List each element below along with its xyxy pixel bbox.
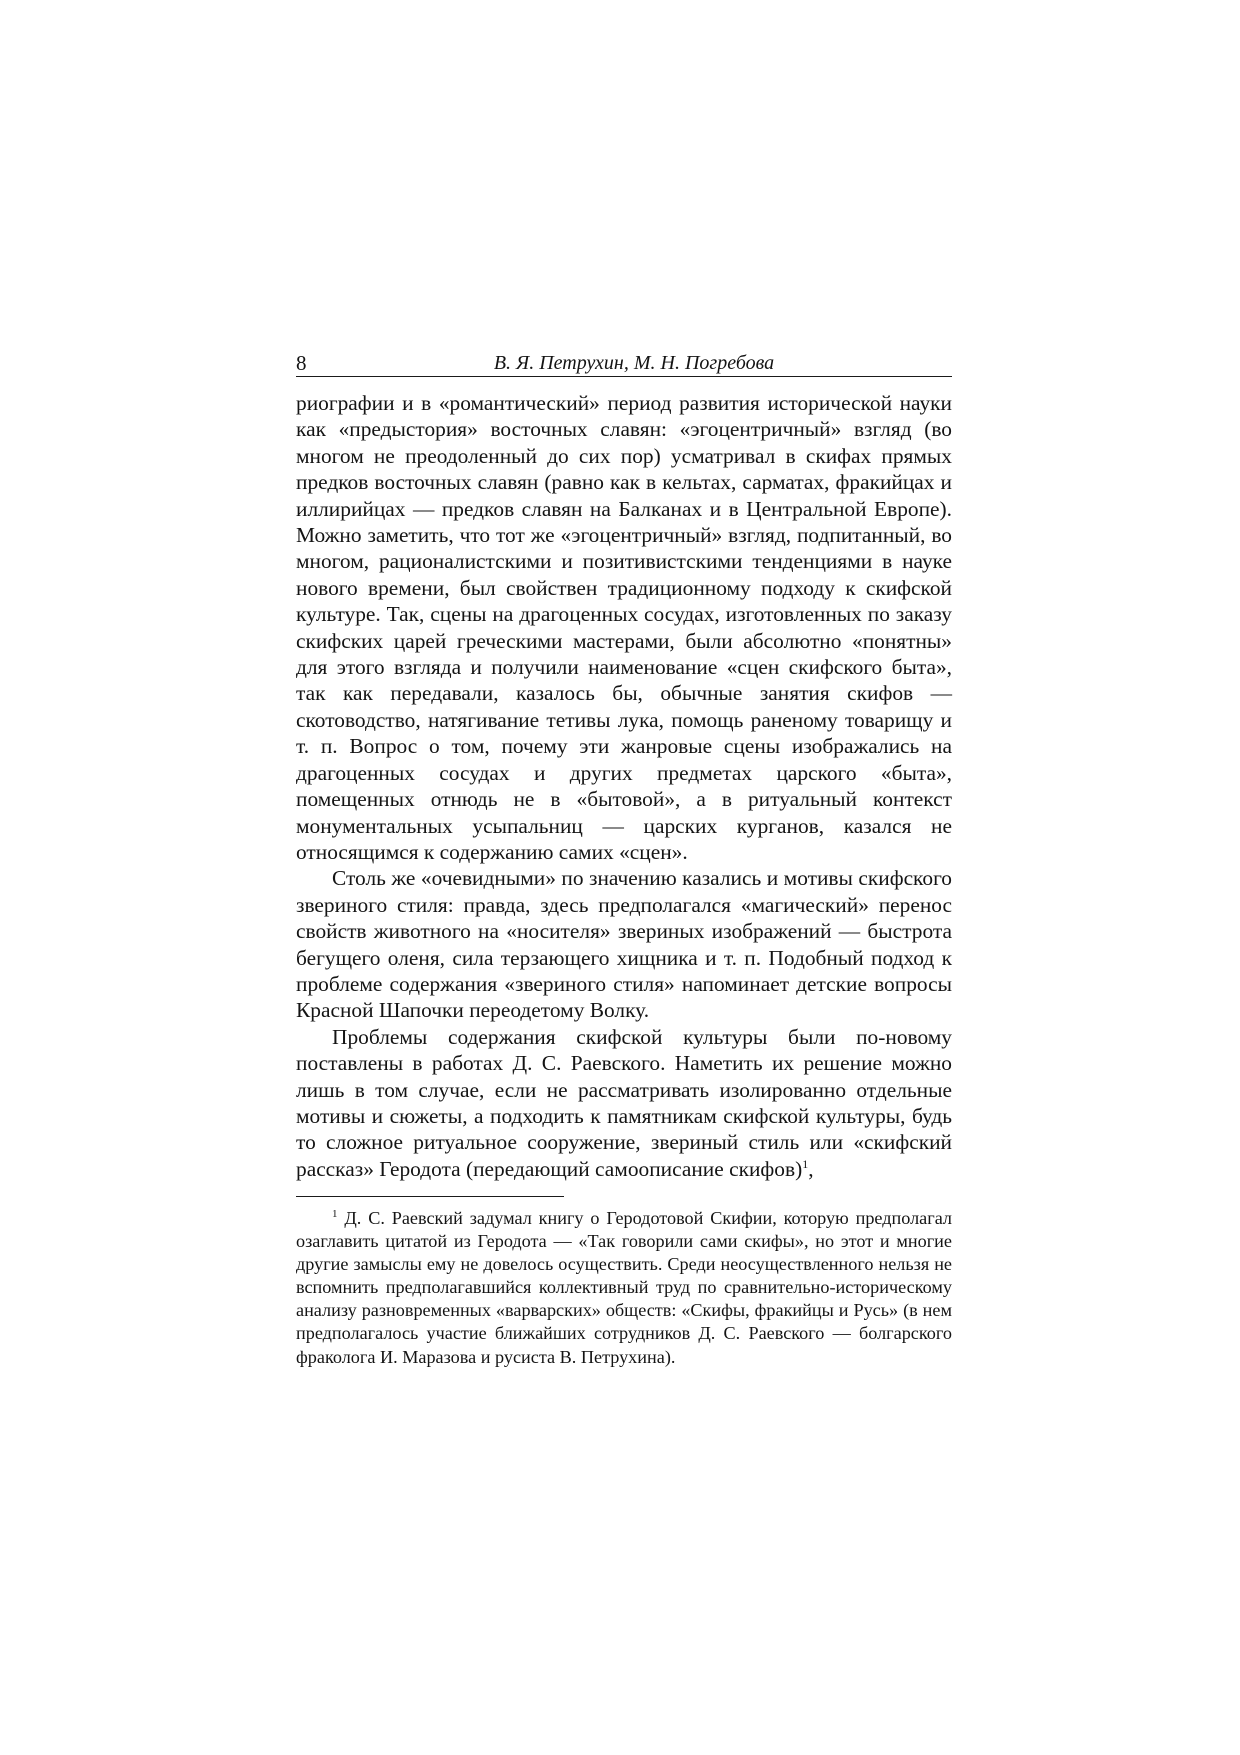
running-head: В. Я. Петрухин, М. Н. Погребова bbox=[493, 352, 775, 374]
footnote-marker: 1 bbox=[332, 1207, 338, 1220]
page-header bbox=[296, 352, 952, 377]
footnote-reference: 1 bbox=[802, 1156, 809, 1171]
footnote-paragraph bbox=[296, 1207, 952, 1369]
footnote-separator bbox=[296, 1196, 564, 1197]
paragraph-1: риографии и в «романтический» период развития исторической науки как «предыстория» восточных славян: «эгоцентричный» взгляд (во многом не преодоленный до сих пор) усматривал в скифах прямых предков восточных славян (равно как в кельтах, сарматах, фракийцах и иллирийцах — предков славян на Балканах и в Центральной Европе). Можно заметить, что тот же «эгоцентричный» взгляд, подпитанный, во многом, рационалистскими и позитивистскими тенденциями в науке нового времени, был свойствен традиционному подходу к скифской культуре. Так, сцены на драгоценных сосудах, изготовленных по заказу скифских царей греческими мастерами, были абсолютно «понятны» для этого взгляда и получили наименование «сцен скифского быта», так как передавали, казалось бы, обычные занятия скифов — скотоводство, натягивание тетивы лука, помощь раненому товарищу и т. п. Вопрос о том, почему эти жанровые сцены изображались на драгоценных сосудах и других предметах царского «быта», помещенных отнюдь не в «бытовой», а в ритуальный контекст монументальных усыпальниц — царских курганов, казался не относящимся к содержанию самих «сцен». bbox=[296, 391, 952, 864]
paragraph-3-text: Проблемы содержания скифской культуры были по-новому поставлены в работах Д. С. Раевского. Наметить их решение можно лишь в том случае, если не рассматривать изолированно отдельные мотивы и сюжеты, а подходить к памятникам скифской культуры, будь то сложное ритуальное сооружение, звериный стиль или «скифский рассказ» Геродота (передающий самоописание скифов) bbox=[296, 1024, 952, 1181]
footnote bbox=[296, 1207, 952, 1369]
page-number: 8 bbox=[296, 351, 307, 375]
paragraph-3-punctuation: , bbox=[808, 1156, 814, 1181]
paragraph-3 bbox=[296, 1024, 952, 1182]
footnote-text: Д. С. Раевский задумал книгу о Геродотовой Скифии, которую предполагал озаглавить цитатой из Геродота — «Так говорили сами скифы», но этот и многие другие замыслы ему не довелось осуществить. Среди неосуществленного нельзя не вспомнить предполагавшийся коллективный труд по сравнительно-историческому анализу разновременных «варварских» обществ: «Скифы, фракийцы и Русь» (в нем предполагалось участие ближайших сотрудников Д. С. Раевского — болгарского фраколога И. Маразова и русиста В. Петрухина). bbox=[296, 1208, 953, 1367]
main-text bbox=[296, 390, 952, 1182]
paragraph-2: Столь же «очевидными» по значению казались и мотивы скифского звериного стиля: правда, здесь предполагался «магический» перенос свойств животного на «носителя» звериных изображений — быстрота бегущего оленя, сила терзающего хищника и т. п. Подобный подход к проблеме содержания «звериного стиля» напоминает детские вопросы Красной Шапочки переодетому Волку. bbox=[296, 866, 952, 1023]
